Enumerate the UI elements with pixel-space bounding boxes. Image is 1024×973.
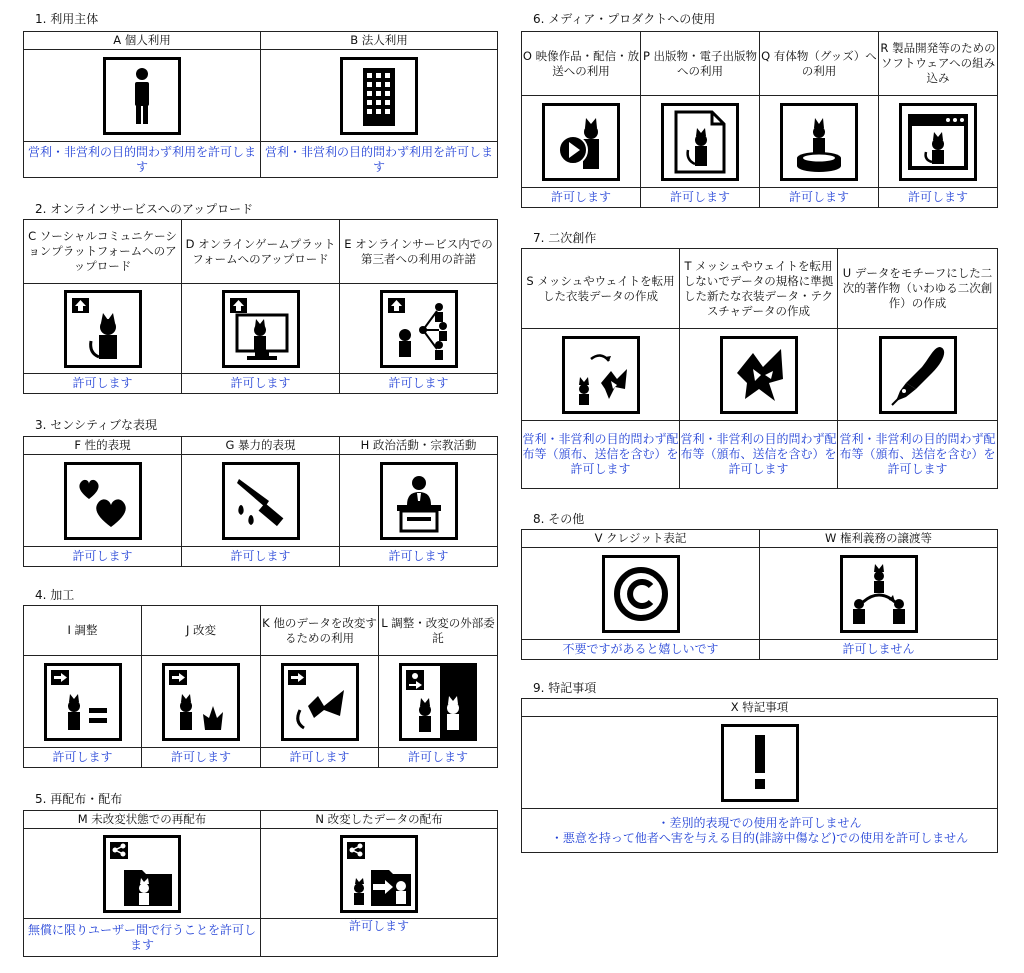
item-i-note: 許可します: [24, 748, 142, 768]
item-w-note: 許可しません: [760, 640, 998, 660]
item-c-note: 許可します: [24, 374, 182, 394]
item-l-note: 許可します: [379, 748, 498, 768]
section-2-title: 2. オンラインサービスへのアップロード: [35, 202, 254, 216]
podium-icon: [380, 462, 458, 540]
section-3-title: 3. センシティブな表現: [35, 418, 158, 432]
item-o-note: 許可します: [522, 188, 641, 208]
section-7-table: [521, 248, 998, 489]
game-platform-upload-icon: [222, 290, 300, 368]
item-n-header: N 改変したデータの配布: [261, 811, 498, 829]
section-8-title: 8. その他: [533, 512, 585, 526]
section-1-title: 1. 利用主体: [35, 12, 99, 26]
software-window-icon: [899, 103, 977, 181]
item-s-header: S メッシュやウェイトを転用した衣装データの作成: [522, 249, 680, 329]
section-6-table: [521, 31, 998, 208]
item-s-note: 営利・非営利の目的問わず配布等（頒布、送信を含む）を許可します: [522, 421, 680, 489]
item-e-note: 許可します: [340, 374, 498, 394]
item-d-header: D オンラインゲームプラットフォームへのアップロード: [182, 220, 340, 284]
item-b-note: 営利・非営利の目的問わず利用を許可します: [261, 142, 498, 178]
mesh-outfit-icon: [562, 336, 640, 414]
item-r-header: R 製品開発等のためのソフトウェアへの組み込み: [879, 32, 998, 96]
knife-icon: [222, 462, 300, 540]
item-b-header: B 法人利用: [261, 32, 498, 50]
item-v-note: 不要ですがあると嬉しいです: [522, 640, 760, 660]
section-9-title: 9. 特記事項: [533, 681, 597, 695]
transfer-rights-icon: [840, 555, 918, 633]
exclamation-icon: [721, 724, 799, 802]
item-x-note-line-1: ・差別的表現での使用を許可しません: [657, 815, 862, 830]
section-3-table: [23, 436, 498, 567]
item-q-note: 許可します: [760, 188, 879, 208]
item-e-header: E オンラインサービス内での第三者への利用の許諾: [340, 220, 498, 284]
use-for-modify-icon: [281, 663, 359, 741]
item-t-header: T メッシュやウェイトを転用しないでデータの規格に準拠した新たな衣装データ・テクスチャデータの作成: [680, 249, 838, 329]
section-5-title: 5. 再配布・配布: [35, 792, 123, 806]
item-l-header: L 調整・改変の外部委託: [379, 606, 498, 656]
item-k-header: K 他のデータを改変するための利用: [261, 606, 379, 656]
item-r-note: 許可します: [879, 188, 998, 208]
item-h-header: H 政治活動・宗教活動: [340, 437, 498, 455]
item-x-note-line-2: ・悪意を持って他者へ害を与える目的(誹謗中傷など)での使用を許可しません: [550, 830, 969, 845]
section-6-title: 6. メディア・プロダクトへの使用: [533, 12, 716, 26]
item-i-header: I 調整: [24, 606, 142, 656]
section-7-title: 7. 二次創作: [533, 231, 597, 245]
item-x-header: X 特記事項: [522, 699, 998, 717]
publication-icon: [661, 103, 739, 181]
outsource-icon: [399, 663, 477, 741]
item-u-note: 営利・非営利の目的問わず配布等（頒布、送信を含む）を許可します: [838, 421, 998, 489]
goods-icon: [780, 103, 858, 181]
item-f-header: F 性的表現: [24, 437, 182, 455]
item-t-note: 営利・非営利の目的問わず配布等（頒布、送信を含む）を許可します: [680, 421, 838, 489]
item-a-header: A 個人利用: [24, 32, 261, 50]
item-a-note: 営利・非営利の目的問わず利用を許可します: [24, 142, 261, 178]
item-m-header: M 未改変状態での再配布: [24, 811, 261, 829]
hearts-icon: [64, 462, 142, 540]
section-9-table: [521, 698, 998, 853]
section-4-table: [23, 605, 498, 768]
modify-icon: [162, 663, 240, 741]
item-w-header: W 権利義務の譲渡等: [760, 530, 998, 548]
item-c-header: C ソーシャルコミュニケーションプラットフォームへのアップロード: [24, 220, 182, 284]
copyright-icon: [602, 555, 680, 633]
item-k-note: 許可します: [261, 748, 379, 768]
item-d-note: 許可します: [182, 374, 340, 394]
item-g-note: 許可します: [182, 547, 340, 567]
share-third-party-icon: [380, 290, 458, 368]
section-8-table: [521, 529, 998, 660]
section-5-table: [23, 810, 498, 957]
item-p-header: P 出版物・電子出版物への利用: [641, 32, 760, 96]
item-h-note: 許可します: [340, 547, 498, 567]
item-m-note: 無償に限りユーザー間で行うことを許可します: [24, 919, 261, 957]
item-j-header: J 改変: [142, 606, 261, 656]
item-v-header: V クレジット表記: [522, 530, 760, 548]
item-f-note: 許可します: [24, 547, 182, 567]
item-o-header: O 映像作品・配信・放送への利用: [522, 32, 641, 96]
new-outfit-icon: [720, 336, 798, 414]
item-q-header: Q 有体物（グッズ）への利用: [760, 32, 879, 96]
distribute-modified-icon: [340, 835, 418, 913]
video-play-icon: [542, 103, 620, 181]
section-4-title: 4. 加工: [35, 588, 75, 602]
person-icon: [103, 57, 181, 135]
section-1-table: [23, 31, 498, 178]
item-j-note: 許可します: [142, 748, 261, 768]
redistribute-icon: [103, 835, 181, 913]
adjust-icon: [44, 663, 122, 741]
item-p-note: 許可します: [641, 188, 760, 208]
item-n-note: 許可します: [261, 919, 498, 957]
pen-nib-icon: [879, 336, 957, 414]
item-g-header: G 暴力的表現: [182, 437, 340, 455]
building-icon: [340, 57, 418, 135]
social-upload-icon: [64, 290, 142, 368]
item-u-header: U データをモチーフにした二次的著作物（いわゆる二次創作）の作成: [838, 249, 998, 329]
section-2-table: [23, 219, 498, 394]
item-x-note: [522, 809, 998, 853]
